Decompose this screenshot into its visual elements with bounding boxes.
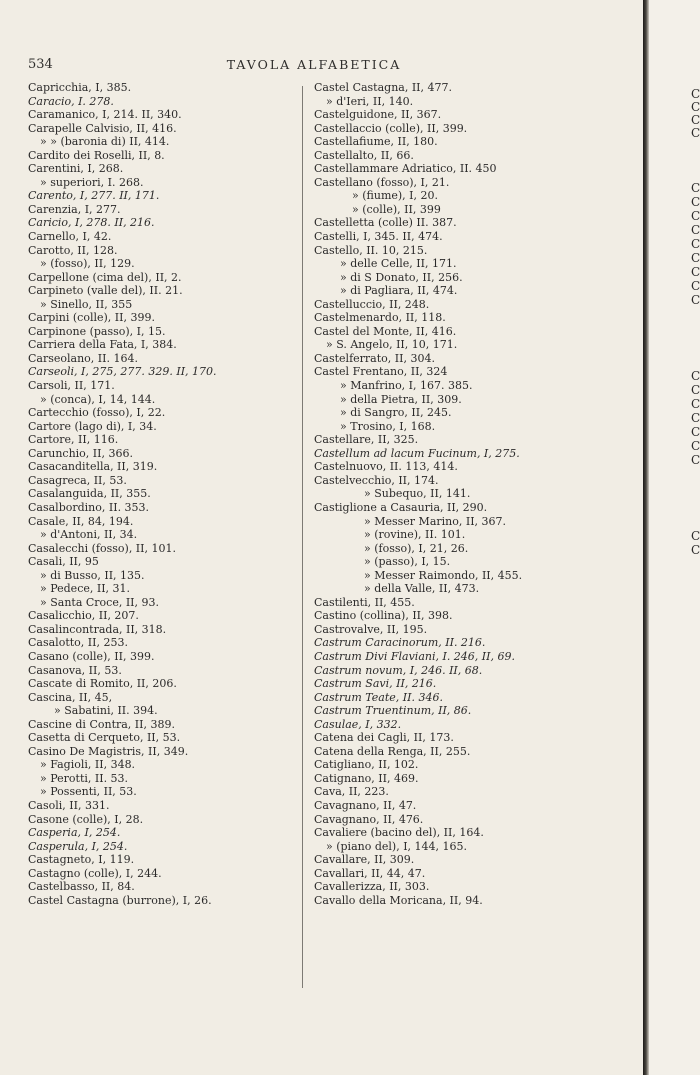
index-entry: Carenzia, I, 277. (28, 202, 121, 216)
index-column-left (28, 81, 298, 907)
index-entry: Catigliano, II, 102. (314, 758, 419, 772)
index-entry: Casone (colle), I, 28. (28, 812, 144, 826)
facing-page-letter: C (691, 209, 700, 223)
index-entry: Casagreca, II, 53. (28, 473, 127, 487)
facing-page-letter: C (691, 181, 700, 195)
index-entry: » Sabatini, II. 394. (54, 704, 158, 718)
index-entry: » (colle), II, 399 (352, 202, 441, 216)
index-entry: Cartore, II, 116. (28, 433, 119, 447)
index-entry: Castrovalve, II, 195. (314, 622, 428, 636)
index-entry: Casalotto, II, 253. (28, 636, 128, 650)
index-entry: Castiglione a Casauria, II, 290. (314, 500, 488, 514)
index-entry: Cartecchio (fosso), I, 22. (28, 406, 166, 420)
index-entry: Caracio, I. 278. (28, 94, 114, 108)
index-entry: » delle Celle, II, 171. (340, 257, 457, 271)
index-entry: Caramanico, I, 214. II, 340. (28, 108, 182, 122)
index-entry: Castrum Truentinum, II, 86. (314, 704, 472, 718)
index-entry: » della Pietra, II, 309. (340, 392, 462, 406)
facing-page-letter: C (691, 237, 700, 251)
index-entry: Cascine di Contra, II, 389. (28, 717, 175, 731)
index-entry: » (conca), I, 14, 144. (40, 392, 156, 406)
index-entry: » d'Antoni, II, 34. (40, 528, 138, 542)
facing-page-letter: C (691, 529, 700, 543)
index-entry: Caricio, I, 278. II, 216. (28, 216, 155, 230)
index-entry: Carento, I, 277. II, 171. (28, 189, 160, 203)
index-entry: Castellaccio (colle), II, 399. (314, 121, 468, 135)
index-entry: Casacanditella, II, 319. (28, 460, 158, 474)
index-entry: Castellum ad lacum Fucinum, I, 275. (314, 446, 520, 460)
index-entry: Castagneto, I, 119. (28, 853, 135, 867)
index-entry: Castellano (fosso), I, 21. (314, 175, 450, 189)
index-entry: Castelnuovo, II. 113, 414. (314, 460, 458, 474)
index-entry: Castellammare Adriatico, II. 450 (314, 162, 497, 176)
facing-page-letter: C (691, 293, 700, 307)
index-entry: Cavagnano, II, 476. (314, 812, 424, 826)
index-entry: Castellafiume, II, 180. (314, 135, 438, 149)
page-title: TAVOLA ALFABETICA (226, 57, 402, 72)
index-entry: Casale, II, 84, 194. (28, 514, 134, 528)
index-entry: Castelferrato, II, 304. (314, 351, 435, 365)
index-entry: Carnello, I, 42. (28, 230, 112, 244)
index-entry: Casali, II, 95 (28, 555, 99, 569)
index-entry: Casperia, I, 254. (28, 826, 121, 840)
index-entry: Cavagnano, II, 47. (314, 798, 417, 812)
index-entry: Castelmenardo, II, 118. (314, 311, 446, 325)
index-entry: Cavallare, II, 309. (314, 853, 415, 867)
facing-page-letter: C (691, 369, 700, 383)
index-entry: Carpellone (cima del), II, 2. (28, 270, 182, 284)
index-entry: » (passo), I, 15. (364, 555, 451, 569)
index-entry: Carseolano, II. 164. (28, 351, 138, 365)
facing-page-letter: C (691, 543, 700, 557)
index-entry: Castellare, II, 325. (314, 433, 419, 447)
facing-page-letter: C (691, 439, 700, 453)
index-entry: Capricchia, I, 385. (28, 81, 132, 94)
index-entry: Catignano, II, 469. (314, 771, 419, 785)
page-header (28, 57, 600, 73)
index-entry: Castelli, I, 345. II, 474. (314, 230, 443, 244)
index-entry: Casoli, II, 331. (28, 798, 110, 812)
index-entry: Casulae, I, 332. (314, 717, 402, 731)
index-entry: Castino (collina), II, 398. (314, 609, 453, 623)
index-entry: » (fosso), I, 21, 26. (364, 541, 469, 555)
index-entry: » Fagioli, II, 348. (40, 758, 136, 772)
index-entry: Casino De Magistris, II, 349. (28, 744, 189, 758)
index-entry: » Messer Marino, II, 367. (364, 514, 507, 528)
column-divider (302, 86, 303, 988)
index-entry: Casanova, II, 53. (28, 663, 122, 677)
facing-page-letter: C (691, 279, 700, 293)
index-entry: » superiori, I. 268. (40, 175, 144, 189)
index-entry: Castrum Divi Flaviani, I. 246, II, 69. (314, 649, 515, 663)
index-entry: Carapelle Calvisio, II, 416. (28, 121, 177, 135)
index-entry: Castrum novum, I, 246. II, 68. (314, 663, 483, 677)
index-entry: Casalincontrada, II, 318. (28, 622, 167, 636)
facing-page-letter: C (691, 453, 700, 467)
index-entry: Castrum Savi, II, 216. (314, 677, 437, 691)
index-entry: Castelvecchio, II, 174. (314, 473, 439, 487)
index-entry: » Santa Croce, II, 93. (40, 595, 160, 609)
index-entry: Carotto, II, 128. (28, 243, 118, 257)
index-entry: » (rovine), II. 101. (364, 528, 466, 542)
index-entry: Carsoli, II, 171. (28, 379, 115, 393)
facing-page-letter: C (691, 195, 700, 209)
index-entry: » di Sangro, II, 245. (340, 406, 452, 420)
facing-page-letter: C (691, 100, 700, 114)
facing-page-letter: C (691, 425, 700, 439)
index-entry: Castilenti, II, 455. (314, 595, 415, 609)
index-entry: Castellalto, II, 66. (314, 148, 414, 162)
index-entry: » Sinello, II, 355 (40, 297, 133, 311)
index-entry: Castello, II. 10, 215. (314, 243, 428, 257)
index-entry: Cascate di Romito, II, 206. (28, 677, 177, 691)
index-entry: Cavallerizza, II, 303. (314, 880, 430, 894)
index-entry: Cascina, II, 45, (28, 690, 113, 704)
index-entry: Casetta di Cerqueto, II, 53. (28, 731, 181, 745)
index-entry: Castelletta (colle) II. 387. (314, 216, 457, 230)
index-entry: » Messer Raimondo, II, 455. (364, 568, 523, 582)
index-entry: Cava, II, 223. (314, 785, 389, 799)
facing-page-letter: C (691, 411, 700, 425)
index-entry: Carpini (colle), II, 399. (28, 311, 155, 325)
facing-page-letter: C (691, 251, 700, 265)
index-entry: Castelluccio, II, 248. (314, 297, 430, 311)
facing-page-letter: C (691, 87, 700, 101)
index-entry: Cavaliere (bacino del), II, 164. (314, 826, 484, 840)
index-entry: » di S Donato, II, 256. (340, 270, 463, 284)
index-entry: » » (baronia di) II, 414. (40, 135, 170, 149)
index-entry: Castelbasso, II, 84. (28, 880, 135, 894)
index-entry: Casalicchio, II, 207. (28, 609, 139, 623)
index-entry: Castrum Caracinorum, II. 216. (314, 636, 486, 650)
facing-page-letter: C (691, 397, 700, 411)
index-entry: Catena dei Cagli, II, 173. (314, 731, 454, 745)
index-entry: » (piano del), I, 144, 165. (326, 839, 468, 853)
index-entry: » S. Angelo, II, 10, 171. (326, 338, 458, 352)
index-entry: » Possenti, II, 53. (40, 785, 137, 799)
index-entry: » (fosso), II, 129. (40, 257, 135, 271)
index-entry: » (fiume), I, 20. (352, 189, 438, 203)
index-entry: Carseoli, I, 275, 277. 329. II, 170. (28, 365, 217, 379)
index-entry: Cavallo della Moricana, II, 94. (314, 893, 483, 907)
facing-page-edge (649, 0, 700, 1075)
index-entry: » di Busso, II, 135. (40, 568, 145, 582)
index-entry: Casperula, I, 254. (28, 839, 128, 853)
facing-page-letter: C (691, 383, 700, 397)
index-entry: Castagno (colle), I, 244. (28, 866, 162, 880)
index-entry: » Subequo, II, 141. (364, 487, 471, 501)
index-entry: Carpinone (passo), I, 15. (28, 324, 166, 338)
index-entry: Castel Castagna, II, 477. (314, 81, 453, 94)
index-entry: » di Pagliara, II, 474. (340, 284, 458, 298)
index-entry: Castel del Monte, II, 416. (314, 324, 457, 338)
index-entry: » della Valle, II, 473. (364, 582, 480, 596)
index-entry: Castel Castagna (burrone), I, 26. (28, 893, 212, 907)
index-entry: » Trosino, I, 168. (340, 419, 436, 433)
facing-page-letter: C (691, 265, 700, 279)
facing-page-letter: C (691, 223, 700, 237)
index-column-right (314, 81, 614, 907)
index-entry: Carunchio, II, 366. (28, 446, 133, 460)
index-entry: Casalecchi (fosso), II, 101. (28, 541, 176, 555)
index-entry: Catena della Renga, II, 255. (314, 744, 471, 758)
index-entry: Cartore (lago di), I, 34. (28, 419, 157, 433)
index-entry: » Pedece, II, 31. (40, 582, 131, 596)
index-entry: » Manfrino, I, 167. 385. (340, 379, 473, 393)
index-entry: Carpineto (valle del), II. 21. (28, 284, 183, 298)
page-number: 534 (28, 57, 53, 72)
index-entry: » Perotti, II. 53. (40, 771, 129, 785)
index-entry: Carentini, I, 268. (28, 162, 124, 176)
index-entry: Casalbordino, II. 353. (28, 500, 150, 514)
index-entry: Casalanguida, II, 355. (28, 487, 151, 501)
index-entry: Cardito dei Roselli, II, 8. (28, 148, 165, 162)
facing-page-letter: C (691, 126, 700, 140)
index-entry: Castelguidone, II, 367. (314, 108, 442, 122)
index-entry: Casano (colle), II, 399. (28, 649, 155, 663)
index-entry: Castel Frentano, II, 324 (314, 365, 448, 379)
index-entry: Castrum Teate, II. 346. (314, 690, 443, 704)
index-entry: Cavallari, II, 44, 47. (314, 866, 426, 880)
index-entry: » d'Ieri, II, 140. (326, 94, 414, 108)
facing-page-letter: C (691, 113, 700, 127)
index-entry: Carriera della Fata, I, 384. (28, 338, 177, 352)
